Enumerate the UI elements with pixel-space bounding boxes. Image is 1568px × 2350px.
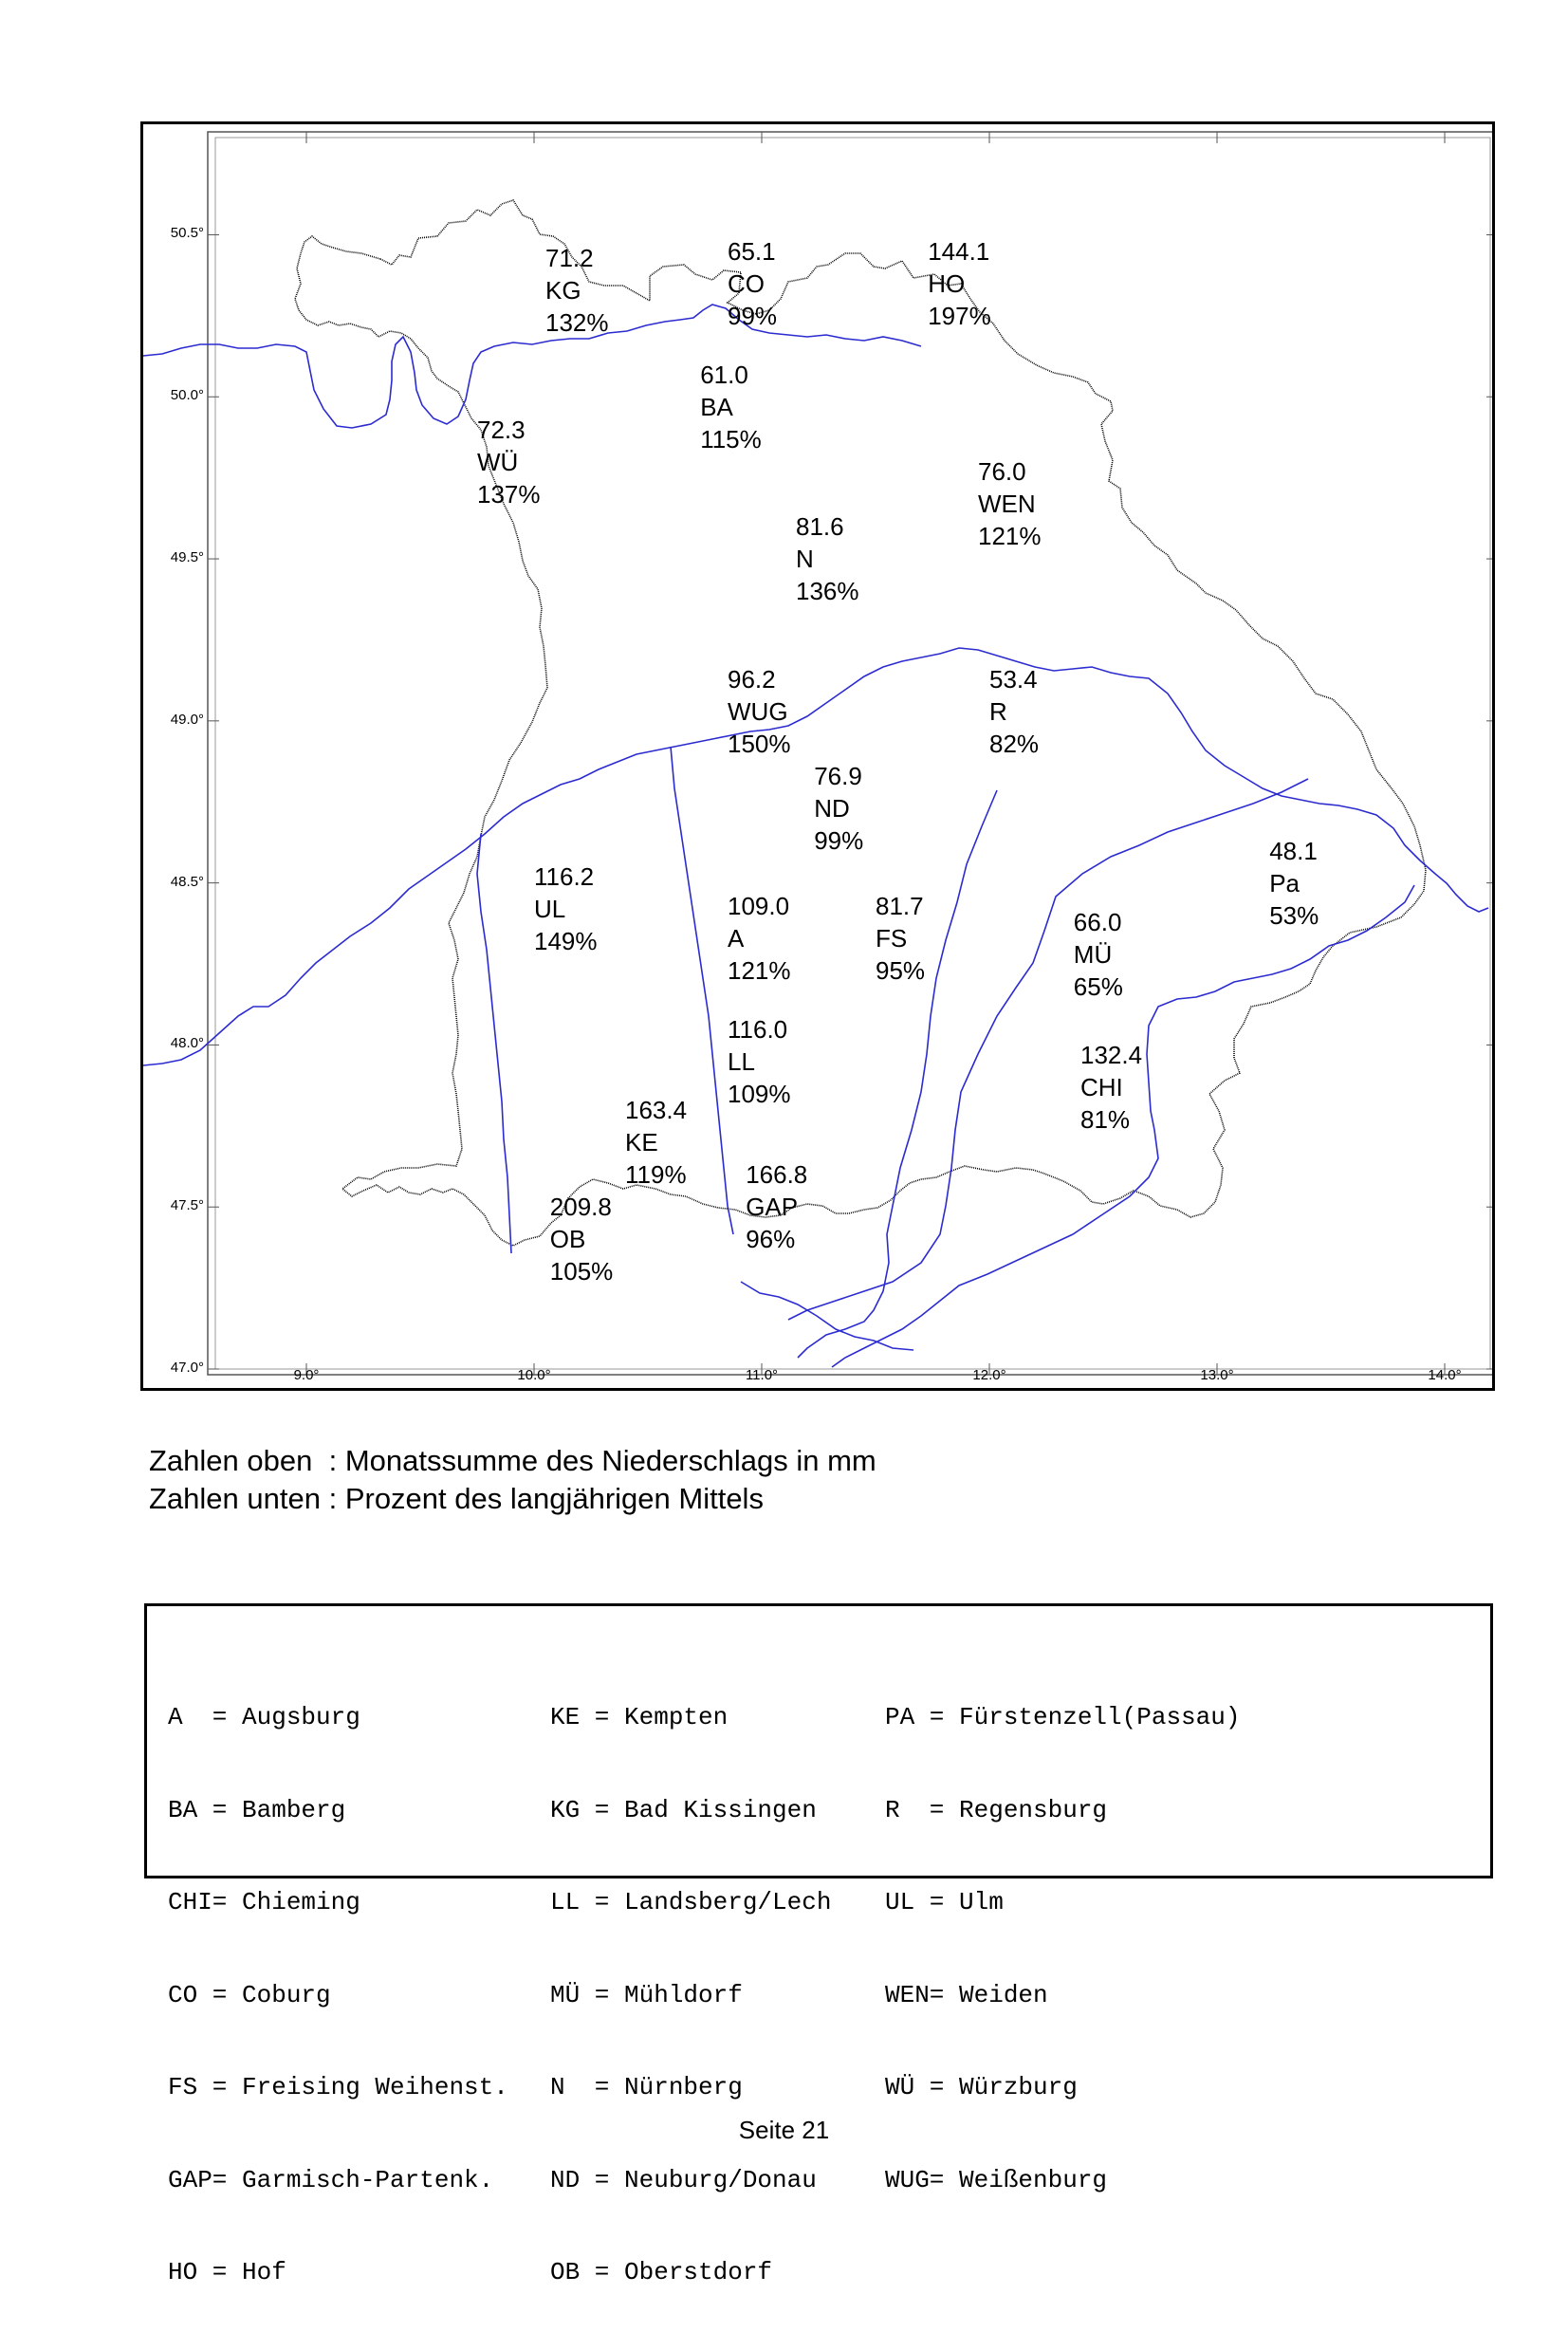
station-code: KE xyxy=(625,1127,658,1156)
station-code: FS xyxy=(876,923,908,953)
bavaria-map xyxy=(143,124,1492,1388)
station-label-mü xyxy=(1074,906,1123,1003)
station-percent: 137% xyxy=(477,479,541,509)
lat-tick-label: 48.5° xyxy=(170,873,204,890)
legend-column-1 xyxy=(168,1640,508,2350)
lon-tick-label: 11.0° xyxy=(745,1367,779,1383)
station-percent: 99% xyxy=(728,301,778,330)
lon-tick-label: 14.0° xyxy=(1428,1367,1462,1383)
station-label-ho xyxy=(928,235,991,332)
plot-frame-inner xyxy=(215,138,1490,1369)
legend-entry: A = Augsburg xyxy=(168,1703,360,1731)
station-percent: 115% xyxy=(700,424,762,453)
lat-tick-label: 49.0° xyxy=(170,711,204,728)
station-precip-value: 72.3 xyxy=(477,415,526,444)
station-code: WUG xyxy=(728,696,788,726)
explanation-line-top: Zahlen oben : Monatssumme des Niederschlags in mm xyxy=(149,1444,876,1477)
station-code: UL xyxy=(534,894,566,923)
river-loisach xyxy=(741,1282,913,1350)
station-precip-value: 53.4 xyxy=(989,664,1038,694)
station-precip-value: 116.0 xyxy=(728,1014,788,1044)
station-percent: 99% xyxy=(814,826,864,856)
station-code: A xyxy=(728,923,745,953)
legend-entry: BA = Bamberg xyxy=(168,1795,346,1824)
station-code: GAP xyxy=(746,1193,799,1222)
legend-entry: KE = Kempten xyxy=(550,1703,729,1731)
explanation-block xyxy=(149,1442,876,1518)
station-code: OB xyxy=(549,1225,586,1254)
station-precip-value: 116.2 xyxy=(534,861,595,891)
station-label-a xyxy=(728,890,791,987)
station-code: KG xyxy=(545,275,581,305)
legend-column-2 xyxy=(550,1640,831,2350)
station-code: CO xyxy=(728,268,765,298)
station-label-ul xyxy=(534,860,598,957)
station-code: ND xyxy=(814,794,850,823)
legend-entry: WUG= Weißenburg xyxy=(885,2165,1108,2194)
explanation-line-bottom: Zahlen unten : Prozent des langjährigen Mittels xyxy=(149,1482,764,1515)
station-code: BA xyxy=(700,392,733,421)
station-code: CHI xyxy=(1080,1072,1123,1101)
station-percent: 132% xyxy=(545,307,609,337)
river-main xyxy=(143,305,921,428)
station-percent: 197% xyxy=(928,301,991,330)
station-percent: 81% xyxy=(1080,1104,1131,1134)
legend-column-3 xyxy=(885,1640,1240,2257)
station-precip-value: 61.0 xyxy=(700,360,748,389)
legend-entry: ND = Neuburg/Donau xyxy=(550,2165,817,2194)
lat-tick-label: 50.5° xyxy=(170,225,204,242)
station-percent: 95% xyxy=(876,955,926,985)
station-precip-value: 81.6 xyxy=(796,512,844,542)
station-label-pa xyxy=(1269,835,1319,932)
legend-entry: CHI= Chieming xyxy=(168,1888,360,1916)
legend-entry: MÜ = Mühldorf xyxy=(550,1980,743,2009)
river-isar xyxy=(798,790,997,1358)
station-code: WÜ xyxy=(477,447,519,476)
station-percent: 121% xyxy=(978,521,1042,550)
station-percent: 136% xyxy=(796,577,859,606)
lon-tick-label: 13.0° xyxy=(1200,1367,1234,1383)
station-percent: 149% xyxy=(534,926,598,955)
station-percent: 121% xyxy=(728,955,791,985)
lat-tick-label: 47.5° xyxy=(170,1197,204,1214)
station-label-nd xyxy=(814,760,863,857)
station-label-ke xyxy=(625,1094,687,1191)
legend-entry: UL = Ulm xyxy=(885,1888,1004,1916)
station-precip-value: 209.8 xyxy=(549,1193,612,1222)
station-code: HO xyxy=(928,268,966,298)
station-precip-value: 132.4 xyxy=(1080,1040,1143,1069)
station-precip-value: 163.4 xyxy=(625,1095,688,1124)
river-inn xyxy=(788,779,1308,1320)
station-code: R xyxy=(989,696,1007,726)
station-percent: 119% xyxy=(625,1159,687,1189)
station-label-chi xyxy=(1080,1039,1142,1136)
station-percent: 96% xyxy=(746,1225,796,1254)
station-label-wü xyxy=(477,414,541,510)
station-label-wug xyxy=(728,663,791,760)
legend-entry: WEN= Weiden xyxy=(885,1980,1048,2009)
station-code: LL xyxy=(728,1046,755,1076)
lat-tick-label: 50.0° xyxy=(170,387,204,404)
station-precip-value: 81.7 xyxy=(876,891,924,920)
legend-entry: WÜ = Würzburg xyxy=(885,2073,1078,2101)
station-precip-value: 166.8 xyxy=(746,1160,808,1190)
legend-entry: CO = Coburg xyxy=(168,1980,331,2009)
station-percent: 105% xyxy=(549,1257,614,1286)
station-precip-value: 109.0 xyxy=(728,891,790,920)
station-label-n xyxy=(796,510,859,607)
station-label-ob xyxy=(550,1191,614,1287)
legend-entry: GAP= Garmisch-Partenk. xyxy=(168,2165,494,2194)
legend-entry: LL = Landsberg/Lech xyxy=(550,1888,832,1916)
station-percent: 53% xyxy=(1269,900,1319,930)
legend-entry: R = Regensburg xyxy=(885,1795,1108,1824)
station-percent: 82% xyxy=(989,729,1040,758)
lon-tick-label: 9.0° xyxy=(293,1367,320,1383)
map-frame xyxy=(140,121,1495,1391)
legend-entry: HO = Hof xyxy=(168,2258,286,2286)
lat-tick-label: 47.0° xyxy=(170,1360,204,1376)
station-precip-value: 96.2 xyxy=(728,664,776,694)
station-label-co xyxy=(728,235,777,332)
station-precip-value: 48.1 xyxy=(1269,836,1318,865)
legend-entry: FS = Freising Weihenst. xyxy=(168,2073,508,2101)
station-label-ll xyxy=(728,1013,791,1110)
legend-entry: KG = Bad Kissingen xyxy=(550,1795,817,1824)
lat-tick-label: 48.0° xyxy=(170,1035,204,1052)
station-label-wen xyxy=(978,455,1042,552)
station-code: Pa xyxy=(1269,868,1300,897)
station-precip-value: 65.1 xyxy=(728,236,776,266)
station-precip-value: 76.9 xyxy=(814,762,862,791)
station-precip-value: 66.0 xyxy=(1073,907,1122,936)
page-number: Seite 21 xyxy=(738,2116,830,2144)
station-code: MÜ xyxy=(1073,939,1113,969)
legend-entry: OB = Oberstdorf xyxy=(550,2258,773,2286)
station-percent: 65% xyxy=(1073,971,1123,1001)
station-precip-value: 144.1 xyxy=(928,236,990,266)
station-percent: 109% xyxy=(728,1079,791,1108)
lat-tick-label: 49.5° xyxy=(170,549,204,566)
station-precip-value: 71.2 xyxy=(545,243,594,272)
state-border xyxy=(295,200,1426,1246)
legend-entry: N = Nürnberg xyxy=(550,2073,743,2101)
station-label-gap xyxy=(746,1158,807,1255)
station-code: N xyxy=(796,545,814,574)
lon-tick-label: 10.0° xyxy=(517,1367,551,1383)
station-percent: 150% xyxy=(728,729,791,758)
station-code: WEN xyxy=(978,489,1036,518)
station-label-ba xyxy=(700,359,762,455)
river-iller xyxy=(477,834,511,1253)
station-precip-value: 76.0 xyxy=(978,456,1026,486)
lon-tick-label: 12.0° xyxy=(972,1367,1006,1383)
station-label-kg xyxy=(545,242,609,339)
legend-entry: PA = Fürstenzell(Passau) xyxy=(885,1703,1241,1731)
station-label-fs xyxy=(876,890,925,987)
station-label-r xyxy=(989,663,1039,760)
